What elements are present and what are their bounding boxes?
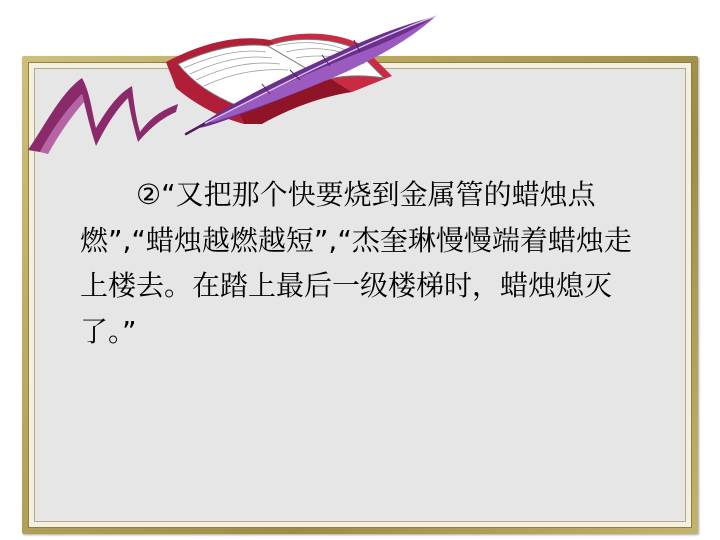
body-paragraph: ②“又把那个快要烧到金属管的蜡烛点燃”,“蜡烛越燃越短”,“杰奎琳慢慢端着蜡烛走上楼去。在踏上最后一级楼梯时，蜡烛熄灭了。” — [80, 178, 632, 348]
